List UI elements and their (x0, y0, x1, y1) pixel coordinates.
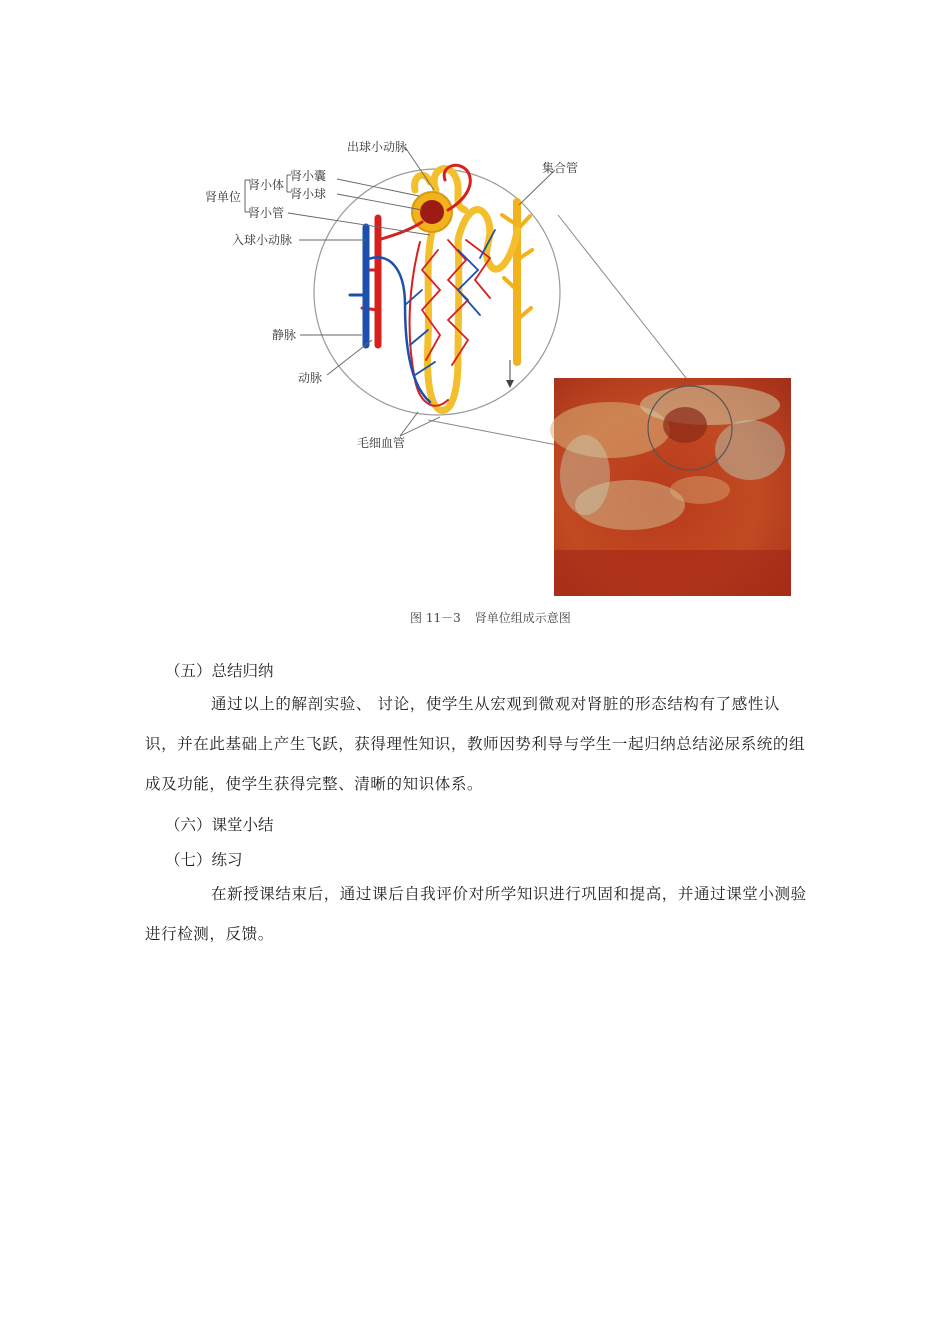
caption-text: 肾单位组成示意图 (474, 611, 571, 625)
label-efferent-arteriole: 出球小动脉 (347, 140, 408, 154)
label-artery: 动脉 (298, 371, 323, 385)
label-glomerulus: 肾小球 (290, 187, 327, 201)
micrograph-image (550, 378, 791, 596)
label-renal-tubule: 肾小管 (248, 206, 285, 220)
label-vein: 静脉 (272, 328, 297, 342)
section-7-body: 在新授课结束后，通过课后自我评价对所学知识进行巩固和提高，并通过课堂小测验进行检测，反馈。 (145, 885, 807, 943)
label-afferent-arteriole: 入球小动脉 (232, 233, 293, 247)
figure-caption (410, 609, 585, 626)
label-collecting-duct: 集合管 (542, 161, 579, 175)
nephron-diagram (190, 130, 810, 630)
section-5-heading: （五）总结归纳 (165, 662, 274, 680)
glomerulus-shape (420, 200, 444, 224)
nephron-figure (190, 130, 810, 630)
label-renal-corpuscle: 肾小体 (248, 178, 285, 192)
label-renal-capsule: 肾小囊 (290, 169, 327, 183)
caption-number: 图 11－3 (410, 611, 461, 625)
label-nephron: 肾单位 (205, 190, 242, 204)
section-6-heading: （六）课堂小结 (165, 816, 274, 834)
section-7-heading: （七）练习 (165, 851, 243, 869)
section-5-body: 通过以上的解剖实验、 讨论，使学生从宏观到微观对肾脏的形态结构有了感性认识，并在此基础上产生飞跃，获得理性知识，教师因势利导与学生一起归纳总结泌尿系统的组成及功能，使学生获得完整、清晰的知识体系。 (145, 695, 806, 793)
label-capillary: 毛细血管 (357, 436, 406, 450)
